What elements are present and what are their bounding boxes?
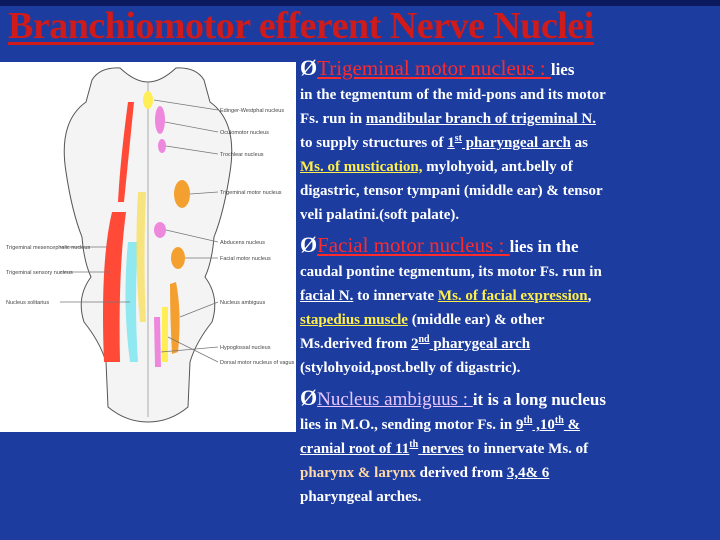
p1-lead: lies: [550, 60, 575, 79]
edinger-westphal-nucleus: [143, 91, 153, 109]
trigeminal-motor-nucleus: [174, 180, 190, 208]
paragraph-trigeminal: [300, 56, 714, 227]
facial-motor-nucleus: [171, 247, 185, 269]
p2-line-5: Ms.derived from 2nd pharygeal arch: [300, 334, 531, 352]
figure-label-r8: Dorsal motor nucleus of vagus: [220, 360, 295, 366]
oculomotor-nucleus: [155, 106, 165, 134]
p3-lead: it is a long nucleus: [472, 390, 607, 409]
figure-label-r6: Nucleus ambiguus: [220, 300, 266, 306]
p3-line-3: cranial root of 11th nerves to innervate Ms. of: [300, 439, 589, 457]
heading-facial: Facial motor nucleus :: [317, 233, 510, 257]
heading-ambiguus: Nucleus ambiguus :: [317, 389, 473, 410]
slide-title: Branchiomotor efferent Nerve Nuclei: [8, 5, 594, 47]
p2-line-3: facial N. to innervate Ms. of facial expression,: [300, 288, 592, 304]
figure-labels-left: [6, 245, 90, 306]
paragraph-facial: [300, 233, 714, 380]
p2-line-6: (stylohyoid,post.belly of digastric).: [300, 360, 521, 376]
p3-line-2: lies in M.O., sending motor Fs. in 9th ,10th &: [300, 415, 581, 433]
dorsal-vagal-nucleus: [162, 307, 168, 362]
figure-label-r4: Abducens nucleus: [220, 240, 265, 246]
trochlear-nucleus: [158, 139, 166, 153]
paragraph-ambiguus: [300, 386, 714, 509]
p3-line-4: pharynx & larynx derived from 3,4& 6: [300, 465, 550, 481]
figure-label-l2: Nucleus solitarius: [6, 300, 50, 306]
figure-label-r0: Edinger-Westphal nucleus: [220, 108, 285, 114]
p1-line-5: Ms. of mustication, mylohyoid, ant.belly of: [300, 159, 573, 175]
p1-line-7: veli palatini.(soft palate).: [300, 207, 460, 223]
figure-label-l1: Trigeminal sensory nucleus: [6, 270, 73, 276]
brainstem-diagram: [0, 62, 296, 432]
heading-trigeminal: Trigeminal motor nucleus :: [317, 56, 551, 80]
abducens-nucleus: [154, 222, 166, 238]
figure-label-r2: Trochlear nucleus: [220, 152, 264, 158]
figure-label-r5: Facial motor nucleus: [220, 256, 271, 262]
figure-label-r1: Oculomotor nucleus: [220, 130, 269, 136]
bullet-arrow-icon: Ø: [300, 55, 318, 80]
p2-lead: lies in the: [509, 237, 579, 256]
slide-content: [300, 56, 714, 509]
p1-line-6: digastric, tensor tympani (middle ear) & tensor: [300, 183, 603, 199]
figure-label-r3: Trigeminal motor nucleus: [220, 190, 282, 196]
brainstem-figure: [0, 62, 296, 432]
bullet-arrow-icon: Ø: [300, 232, 318, 257]
figure-label-l0: Trigeminal mesencephalic nucleus: [6, 245, 91, 251]
p2-line-2: caudal pontine tegmentum, its motor Fs. run in: [300, 264, 602, 280]
p1-line-3: Fs. run in mandibular branch of trigeminal N.: [300, 111, 597, 127]
p1-line-4: to supply structures of 1st pharyngeal arch as: [300, 133, 588, 151]
p2-line-4: stapedius muscle (middle ear) & other: [300, 312, 545, 328]
bullet-arrow-icon: Ø: [300, 385, 318, 410]
hypoglossal-nucleus: [154, 317, 161, 367]
p3-line-5: pharyngeal arches.: [300, 489, 422, 505]
figure-label-r7: Hypoglossal nucleus: [220, 345, 271, 351]
p1-line-2: in the tegmentum of the mid-pons and its motor: [300, 87, 606, 103]
